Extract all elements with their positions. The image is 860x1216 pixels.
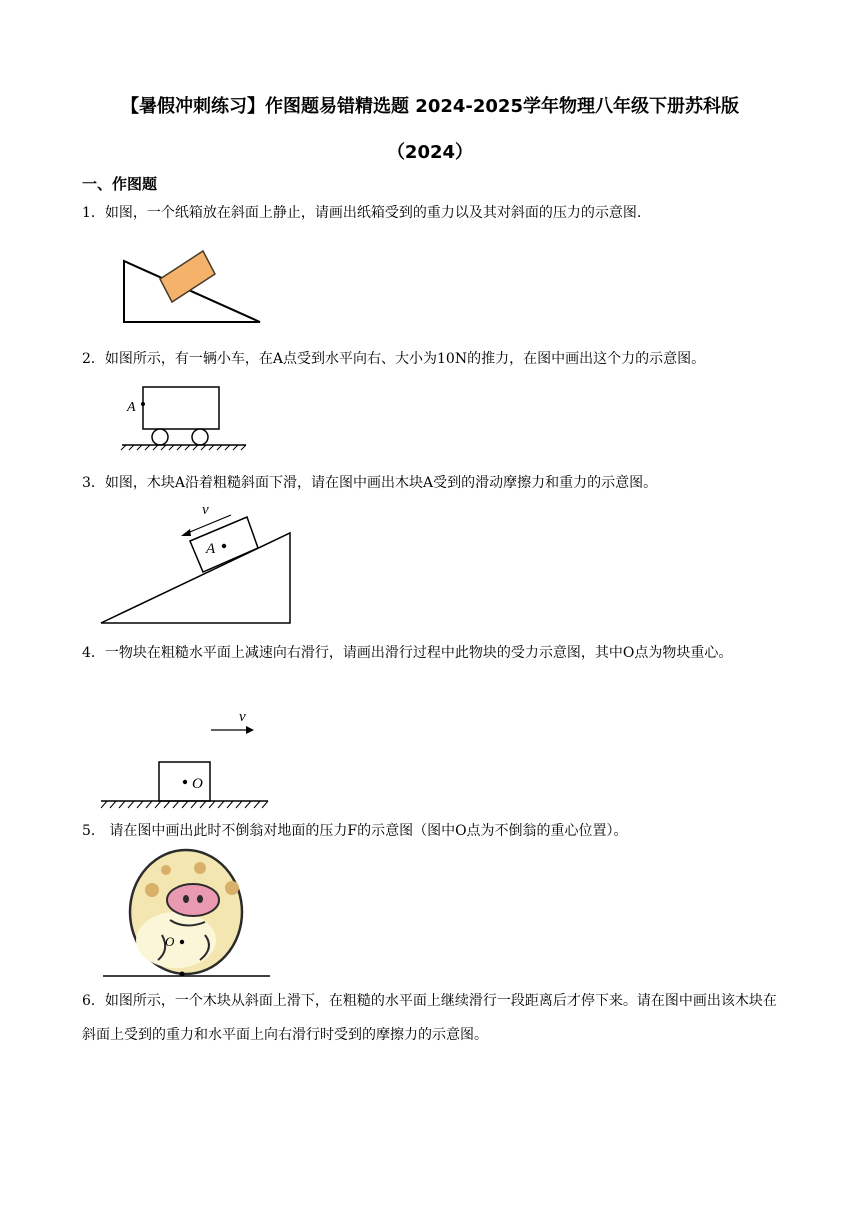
block-a-label: A: [206, 541, 216, 557]
velocity-label-4: v: [239, 709, 246, 725]
question-5: 5． 请在图中画出此时不倒翁对地面的压力F的示意图（图中O点为不倒翁的重心位置）。: [82, 823, 628, 839]
question-2: 2．如图所示，有一辆小车，在A点受到水平向右、大小为10N的推力，在图中画出这个力的示意图。: [82, 351, 706, 367]
velocity-label-3: v: [202, 502, 209, 518]
question-6: 6．如图所示，一个木块从斜面上滑下，在粗糙的水平面上继续滑行一段距离后才停下来。请在图中画出该木块在斜面上受到的重力和水平面上向右滑行时受到的摩擦力的示意图。: [82, 993, 777, 1043]
question-1: 1．如图，一个纸箱放在斜面上静止，请画出纸箱受到的重力以及其对斜面的压力的示意图.: [82, 205, 642, 221]
center-o-label-5: O: [165, 934, 175, 949]
page-subtitle: （2024）: [386, 142, 474, 163]
point-a-label: A: [127, 400, 136, 415]
center-o-label-4: O: [192, 776, 203, 792]
question-4: 4．一物块在粗糙水平面上减速向右滑行，请画出滑行过程中此物块的受力示意图，其中O点为物块重心。: [82, 645, 733, 661]
section-heading: 一、作图题: [82, 175, 158, 193]
page-title: 【暑假冲刺练习】作图题易错精选题 2024-2025学年物理八年级下册苏科版: [121, 96, 739, 117]
question-3: 3．如图，木块A沿着粗糙斜面下滑，请在图中画出木块A受到的滑动摩擦力和重力的示意图。: [82, 475, 658, 491]
